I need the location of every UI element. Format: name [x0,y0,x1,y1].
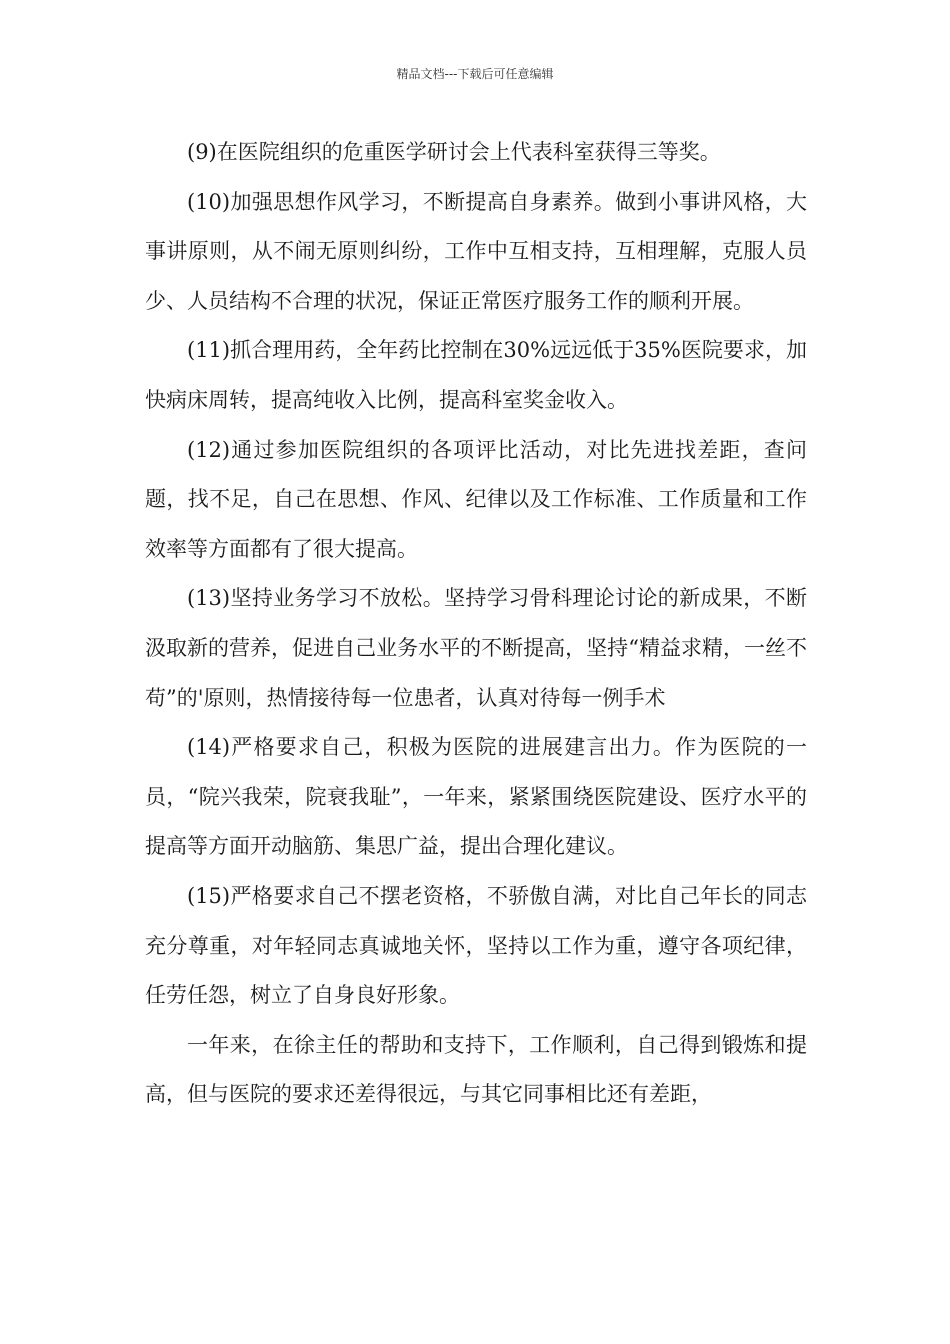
paragraph-item-15: (15)严格要求自己不摆老资格，不骄傲自满，对比自己年长的同志充分尊重，对年轻同志真诚地关怀，坚持以工作为重，遵守各项纪律，任劳任怨，树立了自身良好形象。 [145,883,807,1008]
paragraph-item-11: (11)抓合理用药，全年药比控制在30%远远低于35%医院要求，加快病床周转，提高纯收入比例，提高科室奖金收入。 [145,338,807,412]
paragraph-item-13: (13)坚持业务学习不放松。坚持学习骨科理论讨论的新成果，不断汲取新的营养，促进自己业务水平的不断提高，坚持“精益求精，一丝不苟”的'原则，热情接待每一位患者，认真对待每一例手术 [145,586,807,710]
paragraph-item-9: (9)在医院组织的危重医学研讨会上代表科室获得三等奖。 [187,140,721,164]
page-header: 精品文档---下载后可任意编辑 [396,67,554,81]
paragraph-item-12: (12)通过参加医院组织的各项评比活动，对比先进找差距，查问题，找不足，自己在思想、作风、纪律以及工作标准、工作质量和工作效率等方面都有了很大提高。 [145,437,807,561]
paragraph-item-10: (10)加强思想作风学习，不断提高自身素养。做到小事讲风格，大事讲原则，从不闹无原则纠纷，工作中互相支持，互相理解，克服人员少、人员结构不合理的状况，保证正常医疗服务工作的顺利开展。 [145,189,807,313]
document-body [145,128,807,1120]
paragraph-summary: 一年来，在徐主任的帮助和支持下，工作顺利，自己得到锻炼和提高，但与医院的要求还差得很远，与其它同事相比还有差距， [145,1032,807,1107]
paragraph-item-14: (14)严格要求自己，积极为医院的进展建言出力。作为医院的一员，“院兴我荣，院衰我耻”，一年来，紧紧围绕医院建设、医疗水平的提高等方面开动脑筋、集思广益，提出合理化建议。 [145,735,807,859]
